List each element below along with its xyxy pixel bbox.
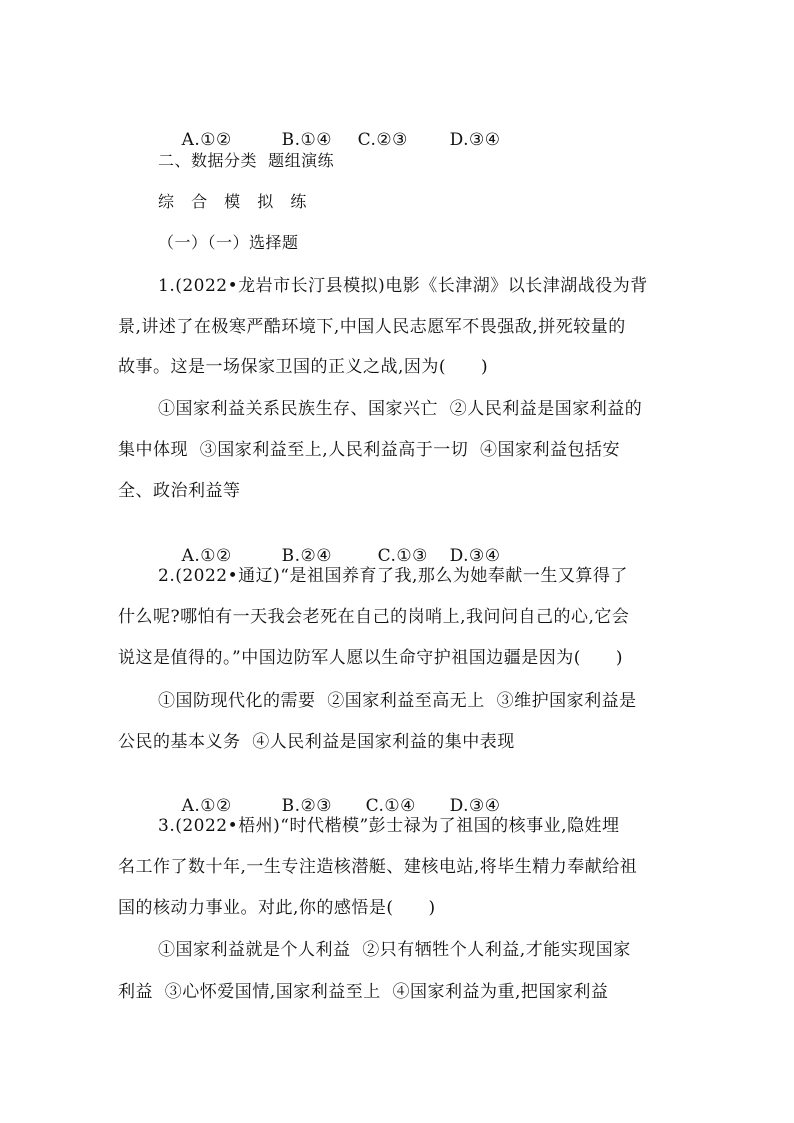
question-1-option-b: B.②④ bbox=[281, 546, 333, 566]
top-option-b: B.①④ bbox=[281, 130, 333, 150]
top-option-c: C.②③ bbox=[357, 130, 408, 150]
question-2-option-a: A.①② bbox=[181, 796, 232, 816]
top-option-a: A.①② bbox=[181, 130, 232, 150]
question-1-statement-1: ①国家利益关系民族生存、国家兴亡 ②人民利益是国家利益的 bbox=[158, 399, 643, 419]
question-2-statement-2: 公民的基本义务 ④人民利益是国家利益的集中表现 bbox=[118, 732, 515, 752]
question-2-option-b: B.②③ bbox=[281, 796, 333, 816]
question-2-line-1: 2.(2022•通辽)“是祖国养育了我,那么为她奉献一生又算得了 bbox=[158, 566, 628, 586]
question-3-line-3: 国的核动力事业。对此,你的感悟是( ) bbox=[118, 898, 436, 918]
subsection-title: 综 合 模 拟 练 bbox=[158, 192, 313, 211]
question-2-option-d: D.③④ bbox=[449, 796, 501, 816]
question-2-option-c: C.①④ bbox=[365, 796, 416, 816]
question-3-line-2: 名工作了数十年,一生专注造核潜艇、建核电站,将毕生精力奉献给祖 bbox=[118, 857, 638, 877]
question-1-statement-2: 集中体现 ③国家利益至上,人民利益高于一切 ④国家利益包括安 bbox=[118, 440, 621, 460]
part-title: （一）（一）选择题 bbox=[158, 233, 299, 252]
question-1-statement-3: 全、政治利益等 bbox=[118, 481, 241, 501]
question-1-option-d: D.③④ bbox=[449, 546, 501, 566]
question-3-line-1: 3.(2022•梧州)“时代楷模”彭士禄为了祖国的核事业,隐姓埋 bbox=[158, 816, 620, 836]
question-1-line-1: 1.(2022•龙岩市长汀县模拟)电影《长津湖》以长津湖战役为背 bbox=[158, 276, 648, 296]
question-1-line-3: 故事。这是一场保家卫国的正义之战,因为( ) bbox=[118, 357, 489, 377]
question-1-option-a: A.①② bbox=[181, 546, 232, 566]
question-2-line-2: 什么呢?哪怕有一天我会老死在自己的岗哨上,我问问自己的心,它会 bbox=[118, 607, 630, 627]
question-3-statement-1: ①国家利益就是个人利益 ②只有牺牲个人利益,才能实现国家 bbox=[158, 940, 631, 960]
question-3-statement-2: 利益 ③心怀爱国情,国家利益至上 ④国家利益为重,把国家利益 bbox=[118, 982, 609, 1002]
question-2-line-3: 说这是值得的。”中国边防军人愿以生命守护祖国边疆是因为( ) bbox=[118, 648, 623, 668]
top-option-d: D.③④ bbox=[449, 130, 501, 150]
question-1-line-2: 景,讲述了在极寒严酷环境下,中国人民志愿军不畏强敌,拼死较量的 bbox=[118, 317, 626, 337]
section-title: 二、数据分类 题组演练 bbox=[158, 151, 335, 170]
question-1-option-c: C.①③ bbox=[377, 546, 428, 566]
question-2-statement-1: ①国防现代化的需要 ②国家利益至高无上 ③维护国家利益是 bbox=[158, 691, 637, 711]
